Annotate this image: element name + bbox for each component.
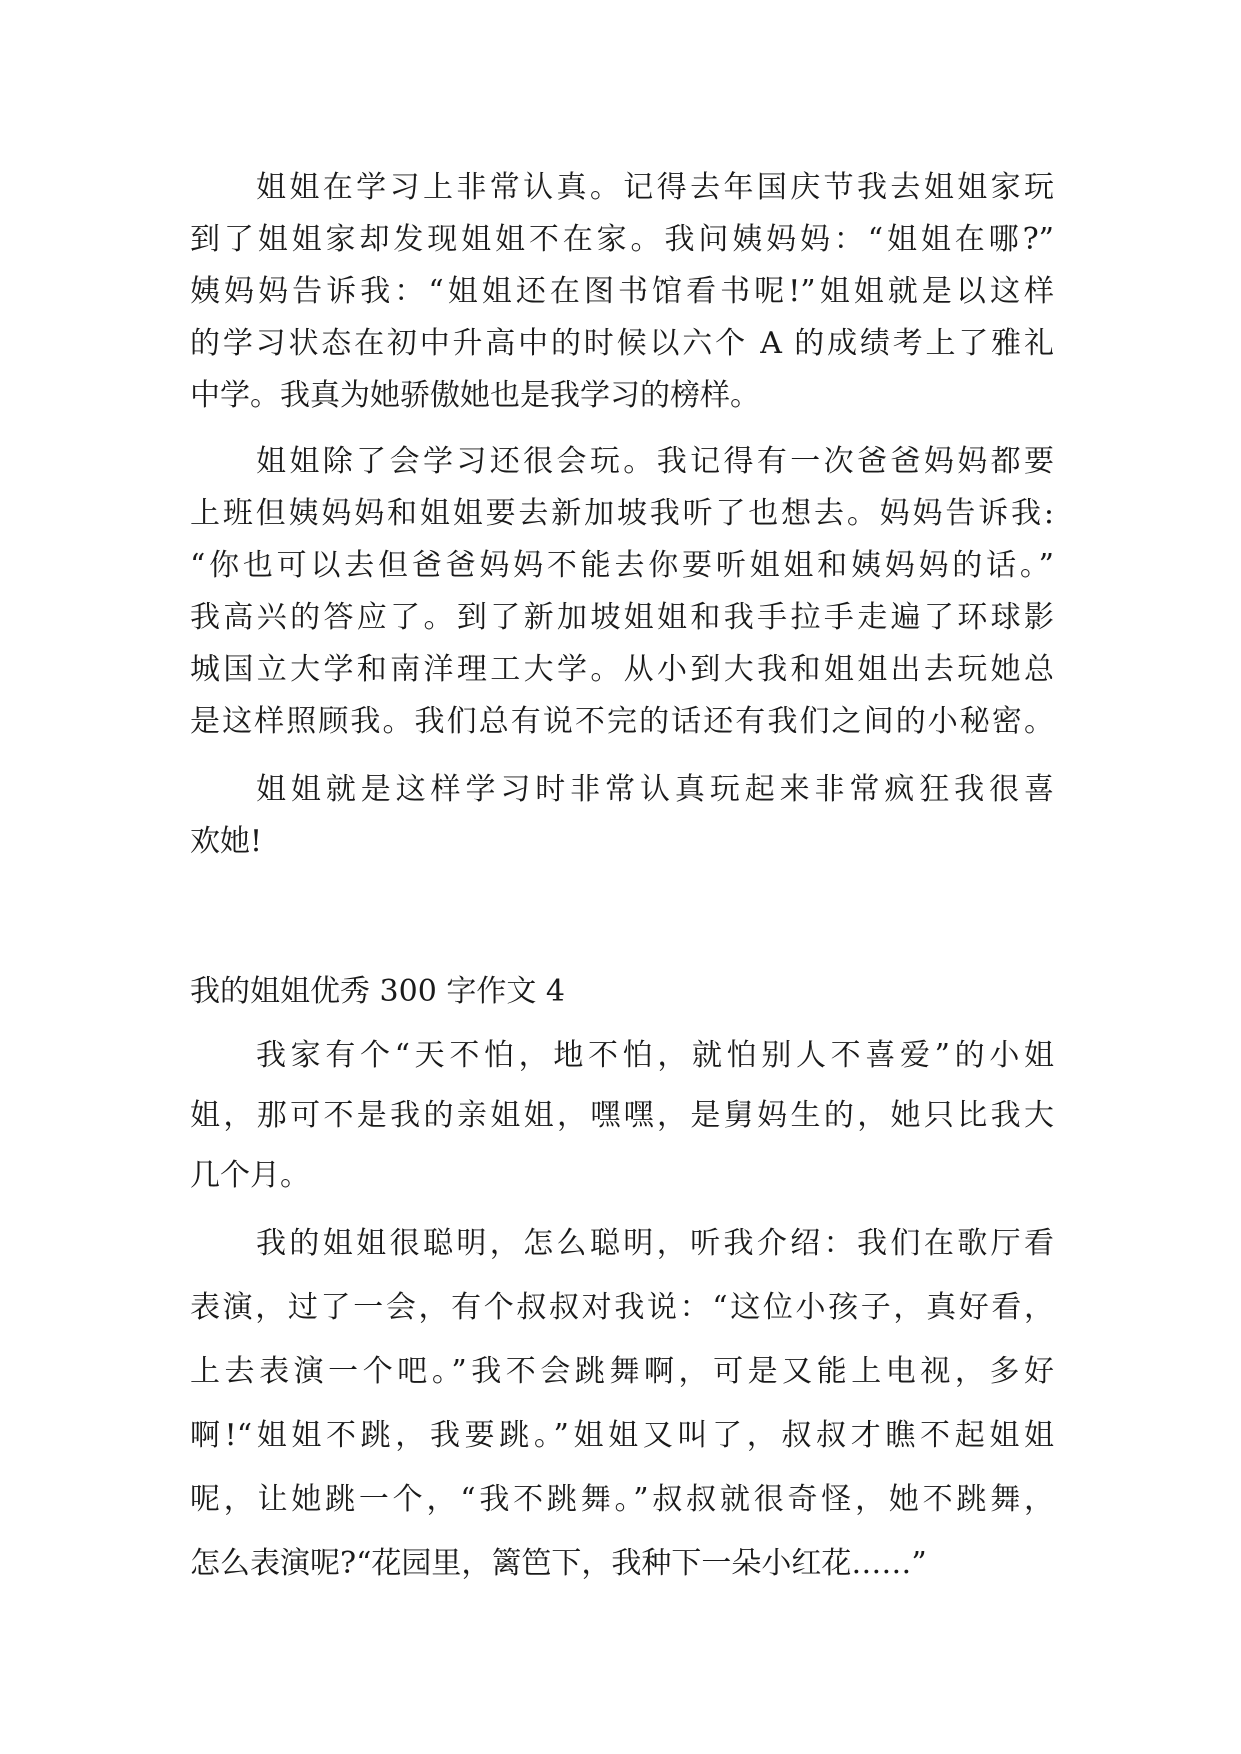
- paragraph-3-line-1: 姐姐就是这样学习时非常认真玩起来非常疯狂我很喜: [256, 772, 1054, 807]
- paragraph-5-line-2: 表演，过了一会，有个叔叔对我说：“这位小孩子，真好看，: [190, 1290, 1054, 1325]
- paragraph-5-line-6: 怎么表演呢?“花园里，篱笆下，我种下一朵小红花……”: [190, 1546, 927, 1581]
- paragraph-5-line-3: 上去表演一个吧。”我不会跳舞啊，可是又能上电视，多好: [190, 1354, 1054, 1389]
- paragraph-2-line-5: 城国立大学和南洋理工大学。从小到大我和姐姐出去玩她总: [190, 652, 1054, 687]
- paragraph-1-line-2: 到了姐姐家却发现姐姐不在家。我问姨妈妈：“姐姐在哪?”: [190, 222, 1054, 257]
- paragraph-1-line-5: 中学。我真为她骄傲她也是我学习的榜样。: [190, 378, 760, 413]
- paragraph-4-line-2: 姐，那可不是我的亲姐姐，嘿嘿，是舅妈生的，她只比我大: [190, 1098, 1054, 1133]
- paragraph-3-line-2: 欢她!: [190, 824, 263, 859]
- paragraph-5-line-1: 我的姐姐很聪明，怎么聪明，听我介绍：我们在歌厅看: [256, 1226, 1054, 1261]
- paragraph-5-line-4: 啊!“姐姐不跳，我要跳。”姐姐又叫了，叔叔才瞧不起姐姐: [190, 1418, 1054, 1453]
- paragraph-1-line-1: 姐姐在学习上非常认真。记得去年国庆节我去姐姐家玩: [256, 170, 1054, 205]
- paragraph-2-line-4: 我高兴的答应了。到了新加坡姐姐和我手拉手走遍了环球影: [190, 600, 1054, 635]
- paragraph-1-line-4: 的学习状态在初中升高中的时候以六个 A 的成绩考上了雅礼: [190, 326, 1054, 361]
- paragraph-4-line-3: 几个月。: [190, 1158, 310, 1193]
- paragraph-2-line-3: “你也可以去但爸爸妈妈不能去你要听姐姐和姨妈妈的话。”: [190, 548, 1054, 583]
- paragraph-2-line-2: 上班但姨妈妈和姐姐要去新加坡我听了也想去。妈妈告诉我:: [190, 496, 1054, 531]
- paragraph-2-line-6: 是这样照顾我。我们总有说不完的话还有我们之间的小秘密。: [190, 704, 1054, 739]
- paragraph-5-line-5: 呢，让她跳一个，“我不跳舞。”叔叔就很奇怪，她不跳舞，: [190, 1482, 1054, 1517]
- paragraph-2-line-1: 姐姐除了会学习还很会玩。我记得有一次爸爸妈妈都要: [256, 444, 1054, 479]
- paragraph-1-line-3: 姨妈妈告诉我：“姐姐还在图书馆看书呢!”姐姐就是以这样: [190, 274, 1054, 309]
- section-title: 我的姐姐优秀 300 字作文 4: [190, 974, 565, 1009]
- paragraph-4-line-1: 我家有个“天不怕，地不怕，就怕别人不喜爱”的小姐: [256, 1038, 1054, 1073]
